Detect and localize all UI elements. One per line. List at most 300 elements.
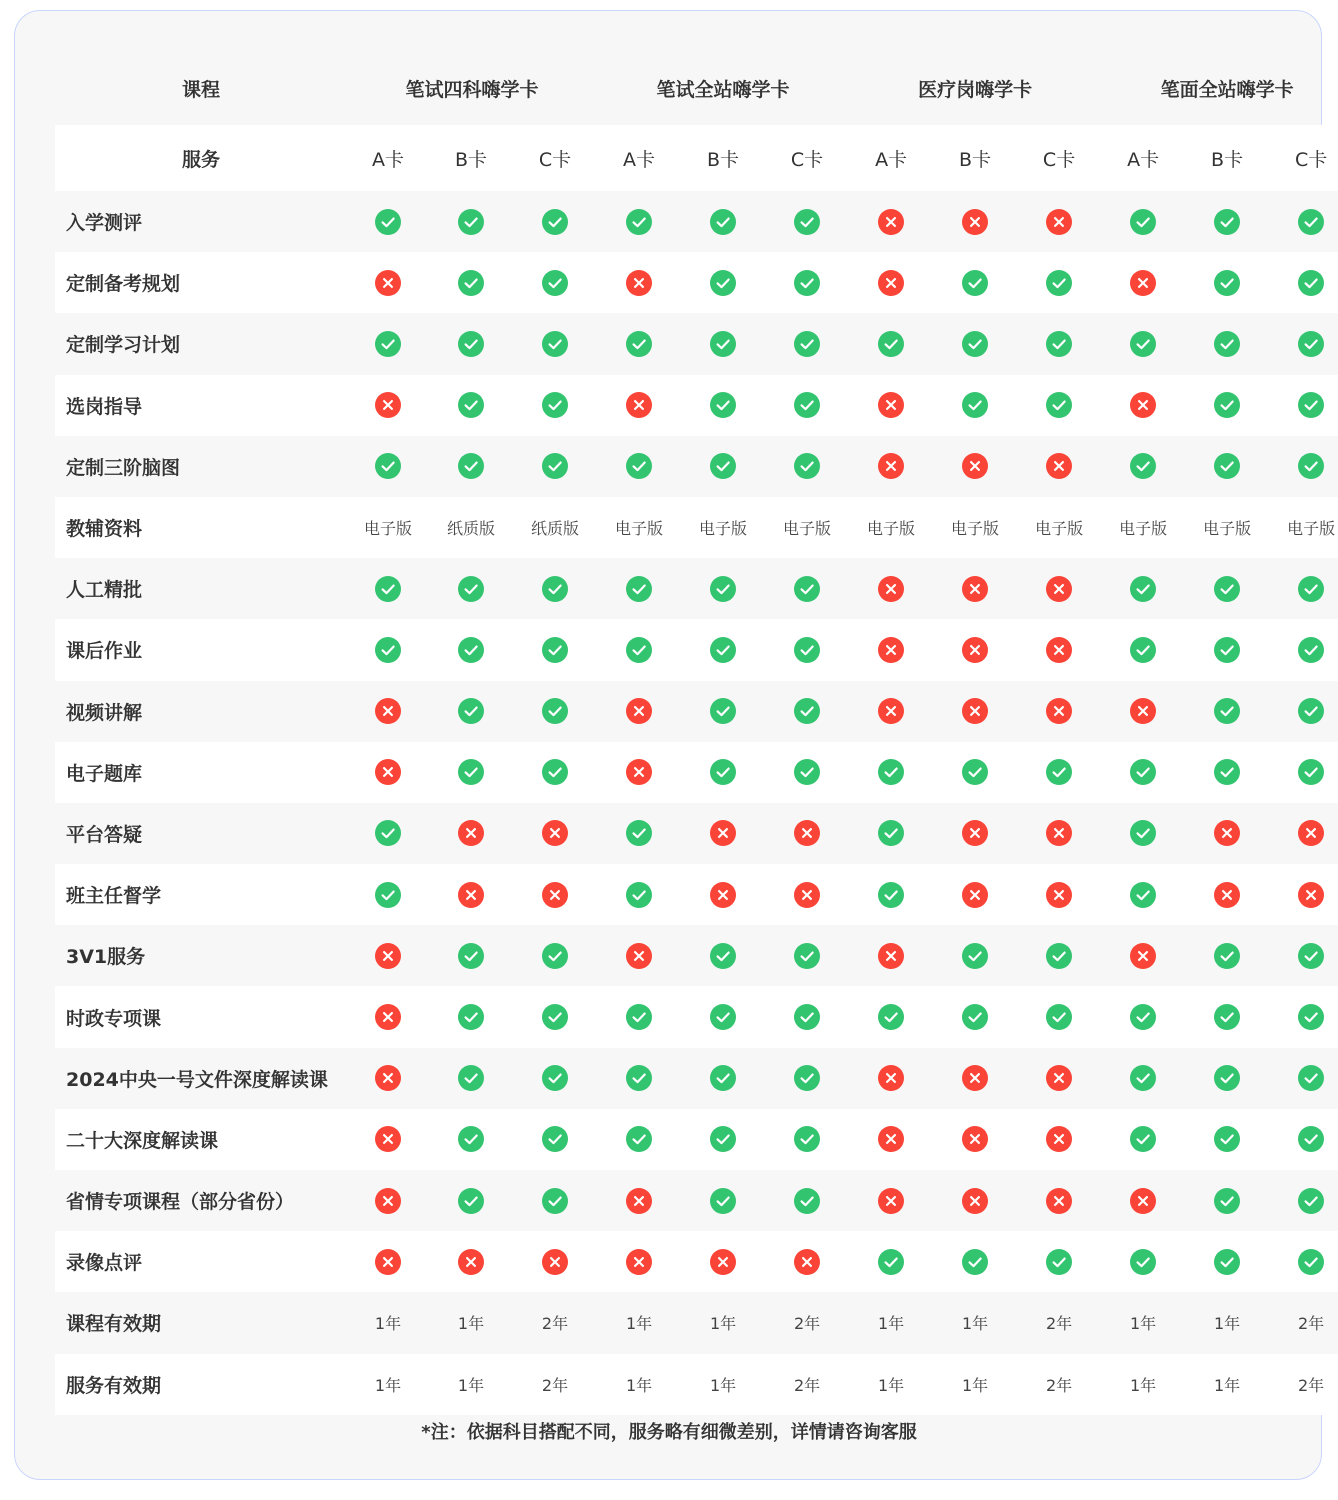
check-circle-icon xyxy=(375,637,401,663)
included-cell xyxy=(429,742,513,803)
cross-circle-icon xyxy=(878,698,904,724)
excluded-cell xyxy=(429,864,513,925)
cross-circle-icon xyxy=(375,759,401,785)
value-cell: 1年 xyxy=(1101,1292,1185,1353)
table-row xyxy=(55,497,1338,558)
value-cell: 2年 xyxy=(1017,1292,1101,1353)
check-circle-icon xyxy=(1298,1188,1324,1214)
check-circle-icon xyxy=(878,1249,904,1275)
included-cell xyxy=(347,313,429,374)
check-circle-icon xyxy=(962,331,988,357)
included-cell xyxy=(1269,1048,1338,1109)
value-cell: 2年 xyxy=(765,1292,849,1353)
check-circle-icon xyxy=(458,759,484,785)
included-cell xyxy=(429,375,513,436)
included-cell xyxy=(933,375,1017,436)
included-cell xyxy=(597,864,681,925)
check-circle-icon xyxy=(458,1126,484,1152)
included-cell xyxy=(1017,986,1101,1047)
check-circle-icon xyxy=(626,209,652,235)
excluded-cell xyxy=(347,925,429,986)
included-cell xyxy=(681,313,765,374)
table-row xyxy=(55,1109,1338,1170)
check-circle-icon xyxy=(626,1004,652,1030)
excluded-cell xyxy=(347,1231,429,1292)
check-circle-icon xyxy=(710,270,736,296)
included-cell xyxy=(1269,436,1338,497)
value-cell: 1年 xyxy=(849,1354,933,1415)
included-cell xyxy=(597,803,681,864)
excluded-cell xyxy=(1017,1109,1101,1170)
excluded-cell xyxy=(347,681,429,742)
excluded-cell xyxy=(1017,864,1101,925)
included-cell xyxy=(513,436,597,497)
included-cell xyxy=(429,925,513,986)
value-cell: 1年 xyxy=(933,1292,1017,1353)
cross-circle-icon xyxy=(375,1065,401,1091)
cross-circle-icon xyxy=(542,1249,568,1275)
value-cell: 2年 xyxy=(513,1354,597,1415)
value-cell: 2年 xyxy=(1017,1354,1101,1415)
table-body xyxy=(55,191,1338,1415)
cross-circle-icon xyxy=(1046,637,1072,663)
check-circle-icon xyxy=(710,453,736,479)
check-circle-icon xyxy=(542,1004,568,1030)
cross-circle-icon xyxy=(962,453,988,479)
included-cell xyxy=(1185,252,1269,313)
cross-circle-icon xyxy=(375,392,401,418)
check-circle-icon xyxy=(458,1004,484,1030)
excluded-cell xyxy=(849,375,933,436)
check-circle-icon xyxy=(1214,637,1240,663)
cross-circle-icon xyxy=(1130,270,1156,296)
excluded-cell xyxy=(1017,436,1101,497)
excluded-cell xyxy=(347,252,429,313)
table-row xyxy=(55,742,1338,803)
check-circle-icon xyxy=(375,453,401,479)
check-circle-icon xyxy=(542,392,568,418)
row-label: 服务有效期 xyxy=(55,1354,347,1415)
excluded-cell xyxy=(1017,191,1101,252)
check-circle-icon xyxy=(1130,882,1156,908)
row-label: 定制学习计划 xyxy=(55,313,347,374)
excluded-cell xyxy=(513,1231,597,1292)
cross-circle-icon xyxy=(458,820,484,846)
check-circle-icon xyxy=(542,1188,568,1214)
value-cell: 2年 xyxy=(1269,1354,1338,1415)
cross-circle-icon xyxy=(1130,1188,1156,1214)
card-tier-header: C卡 xyxy=(1269,125,1338,191)
card-tier-header: A卡 xyxy=(1101,125,1185,191)
excluded-cell xyxy=(429,1231,513,1292)
check-circle-icon xyxy=(626,331,652,357)
check-circle-icon xyxy=(710,1004,736,1030)
included-cell xyxy=(681,375,765,436)
cross-circle-icon xyxy=(710,1249,736,1275)
cross-circle-icon xyxy=(962,820,988,846)
check-circle-icon xyxy=(1130,759,1156,785)
check-circle-icon xyxy=(626,453,652,479)
card-tier-header: B卡 xyxy=(933,125,1017,191)
included-cell xyxy=(347,619,429,680)
check-circle-icon xyxy=(1130,820,1156,846)
course-header: 课程 xyxy=(181,79,220,101)
included-cell xyxy=(681,925,765,986)
row-label: 定制备考规划 xyxy=(55,252,347,313)
cross-circle-icon xyxy=(962,1065,988,1091)
value-cell: 电子版 xyxy=(933,497,1017,558)
included-cell xyxy=(933,986,1017,1047)
excluded-cell xyxy=(1101,1170,1185,1231)
included-cell xyxy=(1101,619,1185,680)
cross-circle-icon xyxy=(794,882,820,908)
row-label: 2024中央一号文件深度解读课 xyxy=(55,1048,347,1109)
included-cell xyxy=(1017,252,1101,313)
cross-circle-icon xyxy=(962,698,988,724)
check-circle-icon xyxy=(1046,392,1072,418)
included-cell xyxy=(1269,619,1338,680)
check-circle-icon xyxy=(458,392,484,418)
card-tier-header: A卡 xyxy=(849,125,933,191)
check-circle-icon xyxy=(710,331,736,357)
included-cell xyxy=(1185,986,1269,1047)
excluded-cell xyxy=(933,803,1017,864)
check-circle-icon xyxy=(1214,453,1240,479)
included-cell xyxy=(597,1109,681,1170)
cross-circle-icon xyxy=(1298,820,1324,846)
check-circle-icon xyxy=(710,759,736,785)
cross-circle-icon xyxy=(1130,943,1156,969)
included-cell xyxy=(765,558,849,619)
check-circle-icon xyxy=(1298,576,1324,602)
check-circle-icon xyxy=(962,759,988,785)
group-header: 笔试四科嗨学卡 xyxy=(405,79,539,101)
check-circle-icon xyxy=(626,1065,652,1091)
check-circle-icon xyxy=(1298,392,1324,418)
cross-circle-icon xyxy=(375,1004,401,1030)
row-label: 课程有效期 xyxy=(55,1292,347,1353)
excluded-cell xyxy=(849,436,933,497)
cross-circle-icon xyxy=(878,453,904,479)
cross-circle-icon xyxy=(794,1249,820,1275)
footnote: *注：依据科目搭配不同，服务略有细微差别，详情请咨询客服 xyxy=(421,1422,917,1443)
included-cell xyxy=(597,619,681,680)
check-circle-icon xyxy=(878,331,904,357)
included-cell xyxy=(1269,558,1338,619)
check-circle-icon xyxy=(1214,209,1240,235)
value-cell: 1年 xyxy=(849,1292,933,1353)
included-cell xyxy=(429,313,513,374)
check-circle-icon xyxy=(1298,1126,1324,1152)
included-cell xyxy=(1101,1231,1185,1292)
check-circle-icon xyxy=(878,759,904,785)
check-circle-icon xyxy=(794,943,820,969)
row-label: 课后作业 xyxy=(55,619,347,680)
cross-circle-icon xyxy=(962,209,988,235)
check-circle-icon xyxy=(1130,1004,1156,1030)
value-cell: 电子版 xyxy=(1269,497,1338,558)
check-circle-icon xyxy=(542,576,568,602)
included-cell xyxy=(1269,191,1338,252)
excluded-cell xyxy=(849,558,933,619)
check-circle-icon xyxy=(794,453,820,479)
table-row xyxy=(55,252,1338,313)
included-cell xyxy=(765,925,849,986)
included-cell xyxy=(1269,313,1338,374)
cross-circle-icon xyxy=(962,882,988,908)
included-cell xyxy=(1101,436,1185,497)
value-cell: 电子版 xyxy=(597,497,681,558)
check-circle-icon xyxy=(626,820,652,846)
included-cell xyxy=(597,436,681,497)
cross-circle-icon xyxy=(1046,1126,1072,1152)
excluded-cell xyxy=(1185,864,1269,925)
row-label: 3V1服务 xyxy=(55,925,347,986)
included-cell xyxy=(1185,191,1269,252)
included-cell xyxy=(513,1048,597,1109)
check-circle-icon xyxy=(458,270,484,296)
cross-circle-icon xyxy=(878,637,904,663)
included-cell xyxy=(1185,313,1269,374)
check-circle-icon xyxy=(1214,331,1240,357)
included-cell xyxy=(1269,742,1338,803)
card-tier-header: B卡 xyxy=(429,125,513,191)
included-cell xyxy=(933,742,1017,803)
included-cell xyxy=(429,252,513,313)
included-cell xyxy=(513,191,597,252)
table-row xyxy=(55,1170,1338,1231)
check-circle-icon xyxy=(1298,1249,1324,1275)
check-circle-icon xyxy=(1046,270,1072,296)
included-cell xyxy=(1017,375,1101,436)
cross-circle-icon xyxy=(626,392,652,418)
included-cell xyxy=(513,252,597,313)
included-cell xyxy=(765,375,849,436)
cross-circle-icon xyxy=(1214,820,1240,846)
subheader-row xyxy=(55,125,1338,191)
cross-circle-icon xyxy=(375,1126,401,1152)
table-row xyxy=(55,803,1338,864)
check-circle-icon xyxy=(1298,698,1324,724)
cross-circle-icon xyxy=(1046,1065,1072,1091)
check-circle-icon xyxy=(458,331,484,357)
excluded-cell xyxy=(347,375,429,436)
row-label: 入学测评 xyxy=(55,191,347,252)
row-label: 教辅资料 xyxy=(55,497,347,558)
included-cell xyxy=(681,191,765,252)
excluded-cell xyxy=(347,1048,429,1109)
included-cell xyxy=(513,1109,597,1170)
excluded-cell xyxy=(513,803,597,864)
excluded-cell xyxy=(347,986,429,1047)
included-cell xyxy=(1101,1109,1185,1170)
value-cell: 电子版 xyxy=(849,497,933,558)
excluded-cell xyxy=(849,925,933,986)
check-circle-icon xyxy=(878,820,904,846)
included-cell xyxy=(1185,1170,1269,1231)
value-cell: 电子版 xyxy=(765,497,849,558)
check-circle-icon xyxy=(542,759,568,785)
excluded-cell xyxy=(1101,252,1185,313)
included-cell xyxy=(1269,986,1338,1047)
check-circle-icon xyxy=(1298,331,1324,357)
check-circle-icon xyxy=(878,1004,904,1030)
included-cell xyxy=(1269,925,1338,986)
included-cell xyxy=(347,558,429,619)
check-circle-icon xyxy=(458,453,484,479)
included-cell xyxy=(429,436,513,497)
included-cell xyxy=(1269,375,1338,436)
included-cell xyxy=(1101,864,1185,925)
included-cell xyxy=(765,1048,849,1109)
included-cell xyxy=(1269,1109,1338,1170)
check-circle-icon xyxy=(542,698,568,724)
table-row xyxy=(55,191,1338,252)
check-circle-icon xyxy=(542,270,568,296)
check-circle-icon xyxy=(962,1249,988,1275)
cross-circle-icon xyxy=(626,270,652,296)
table-row xyxy=(55,986,1338,1047)
included-cell xyxy=(1185,742,1269,803)
excluded-cell xyxy=(849,252,933,313)
excluded-cell xyxy=(1101,925,1185,986)
cross-circle-icon xyxy=(794,820,820,846)
cross-circle-icon xyxy=(710,882,736,908)
check-circle-icon xyxy=(542,943,568,969)
included-cell xyxy=(1185,1048,1269,1109)
value-cell: 1年 xyxy=(347,1292,429,1353)
check-circle-icon xyxy=(1130,637,1156,663)
excluded-cell xyxy=(933,1048,1017,1109)
excluded-cell xyxy=(933,619,1017,680)
excluded-cell xyxy=(849,1048,933,1109)
row-label: 视频讲解 xyxy=(55,681,347,742)
cross-circle-icon xyxy=(1046,453,1072,479)
check-circle-icon xyxy=(1046,331,1072,357)
check-circle-icon xyxy=(710,209,736,235)
excluded-cell xyxy=(765,1231,849,1292)
included-cell xyxy=(681,1170,765,1231)
check-circle-icon xyxy=(458,1188,484,1214)
check-circle-icon xyxy=(794,698,820,724)
excluded-cell xyxy=(933,436,1017,497)
table-row xyxy=(55,619,1338,680)
excluded-cell xyxy=(597,252,681,313)
comparison-table xyxy=(55,52,1338,1415)
value-cell: 1年 xyxy=(347,1354,429,1415)
check-circle-icon xyxy=(626,882,652,908)
excluded-cell xyxy=(597,1170,681,1231)
cross-circle-icon xyxy=(962,637,988,663)
value-cell: 1年 xyxy=(681,1354,765,1415)
card-tier-header: C卡 xyxy=(1017,125,1101,191)
group-header: 笔试全站嗨学卡 xyxy=(656,79,790,101)
check-circle-icon xyxy=(626,637,652,663)
table-row xyxy=(55,436,1338,497)
check-circle-icon xyxy=(458,576,484,602)
included-cell xyxy=(1185,558,1269,619)
included-cell xyxy=(513,619,597,680)
included-cell xyxy=(597,986,681,1047)
excluded-cell xyxy=(933,864,1017,925)
row-label: 二十大深度解读课 xyxy=(55,1109,347,1170)
included-cell xyxy=(347,864,429,925)
cross-circle-icon xyxy=(962,1126,988,1152)
row-label: 人工精批 xyxy=(55,558,347,619)
included-cell xyxy=(429,558,513,619)
cross-circle-icon xyxy=(878,209,904,235)
cross-circle-icon xyxy=(1046,698,1072,724)
cross-circle-icon xyxy=(1298,882,1324,908)
excluded-cell xyxy=(347,1170,429,1231)
excluded-cell xyxy=(429,803,513,864)
check-circle-icon xyxy=(1130,453,1156,479)
cross-circle-icon xyxy=(626,1249,652,1275)
check-circle-icon xyxy=(1214,576,1240,602)
card-tier-header: A卡 xyxy=(597,125,681,191)
check-circle-icon xyxy=(626,1126,652,1152)
included-cell xyxy=(1185,681,1269,742)
check-circle-icon xyxy=(1298,637,1324,663)
check-circle-icon xyxy=(710,392,736,418)
check-circle-icon xyxy=(542,1065,568,1091)
row-label: 省情专项课程（部分省份） xyxy=(55,1170,347,1231)
check-circle-icon xyxy=(375,882,401,908)
included-cell xyxy=(765,1170,849,1231)
excluded-cell xyxy=(347,742,429,803)
included-cell xyxy=(347,191,429,252)
included-cell xyxy=(765,681,849,742)
check-circle-icon xyxy=(375,576,401,602)
excluded-cell xyxy=(597,375,681,436)
included-cell xyxy=(597,1048,681,1109)
included-cell xyxy=(1017,925,1101,986)
check-circle-icon xyxy=(1298,209,1324,235)
table-row xyxy=(55,313,1338,374)
value-cell: 1年 xyxy=(429,1354,513,1415)
check-circle-icon xyxy=(1130,1065,1156,1091)
included-cell xyxy=(513,986,597,1047)
included-cell xyxy=(429,986,513,1047)
comparison-card xyxy=(14,10,1336,1480)
table-row xyxy=(55,925,1338,986)
check-circle-icon xyxy=(375,331,401,357)
check-circle-icon xyxy=(710,1126,736,1152)
check-circle-icon xyxy=(1298,1004,1324,1030)
check-circle-icon xyxy=(375,820,401,846)
included-cell xyxy=(1017,742,1101,803)
included-cell xyxy=(1269,252,1338,313)
check-circle-icon xyxy=(542,331,568,357)
included-cell xyxy=(681,619,765,680)
cross-circle-icon xyxy=(1214,882,1240,908)
excluded-cell xyxy=(681,803,765,864)
included-cell xyxy=(1269,681,1338,742)
check-circle-icon xyxy=(794,1004,820,1030)
included-cell xyxy=(849,1231,933,1292)
excluded-cell xyxy=(1017,1170,1101,1231)
cross-circle-icon xyxy=(962,576,988,602)
included-cell xyxy=(681,1109,765,1170)
check-circle-icon xyxy=(458,943,484,969)
excluded-cell xyxy=(597,681,681,742)
included-cell xyxy=(429,1109,513,1170)
check-circle-icon xyxy=(1298,1065,1324,1091)
included-cell xyxy=(429,1048,513,1109)
value-cell: 纸质版 xyxy=(513,497,597,558)
excluded-cell xyxy=(765,864,849,925)
check-circle-icon xyxy=(794,759,820,785)
